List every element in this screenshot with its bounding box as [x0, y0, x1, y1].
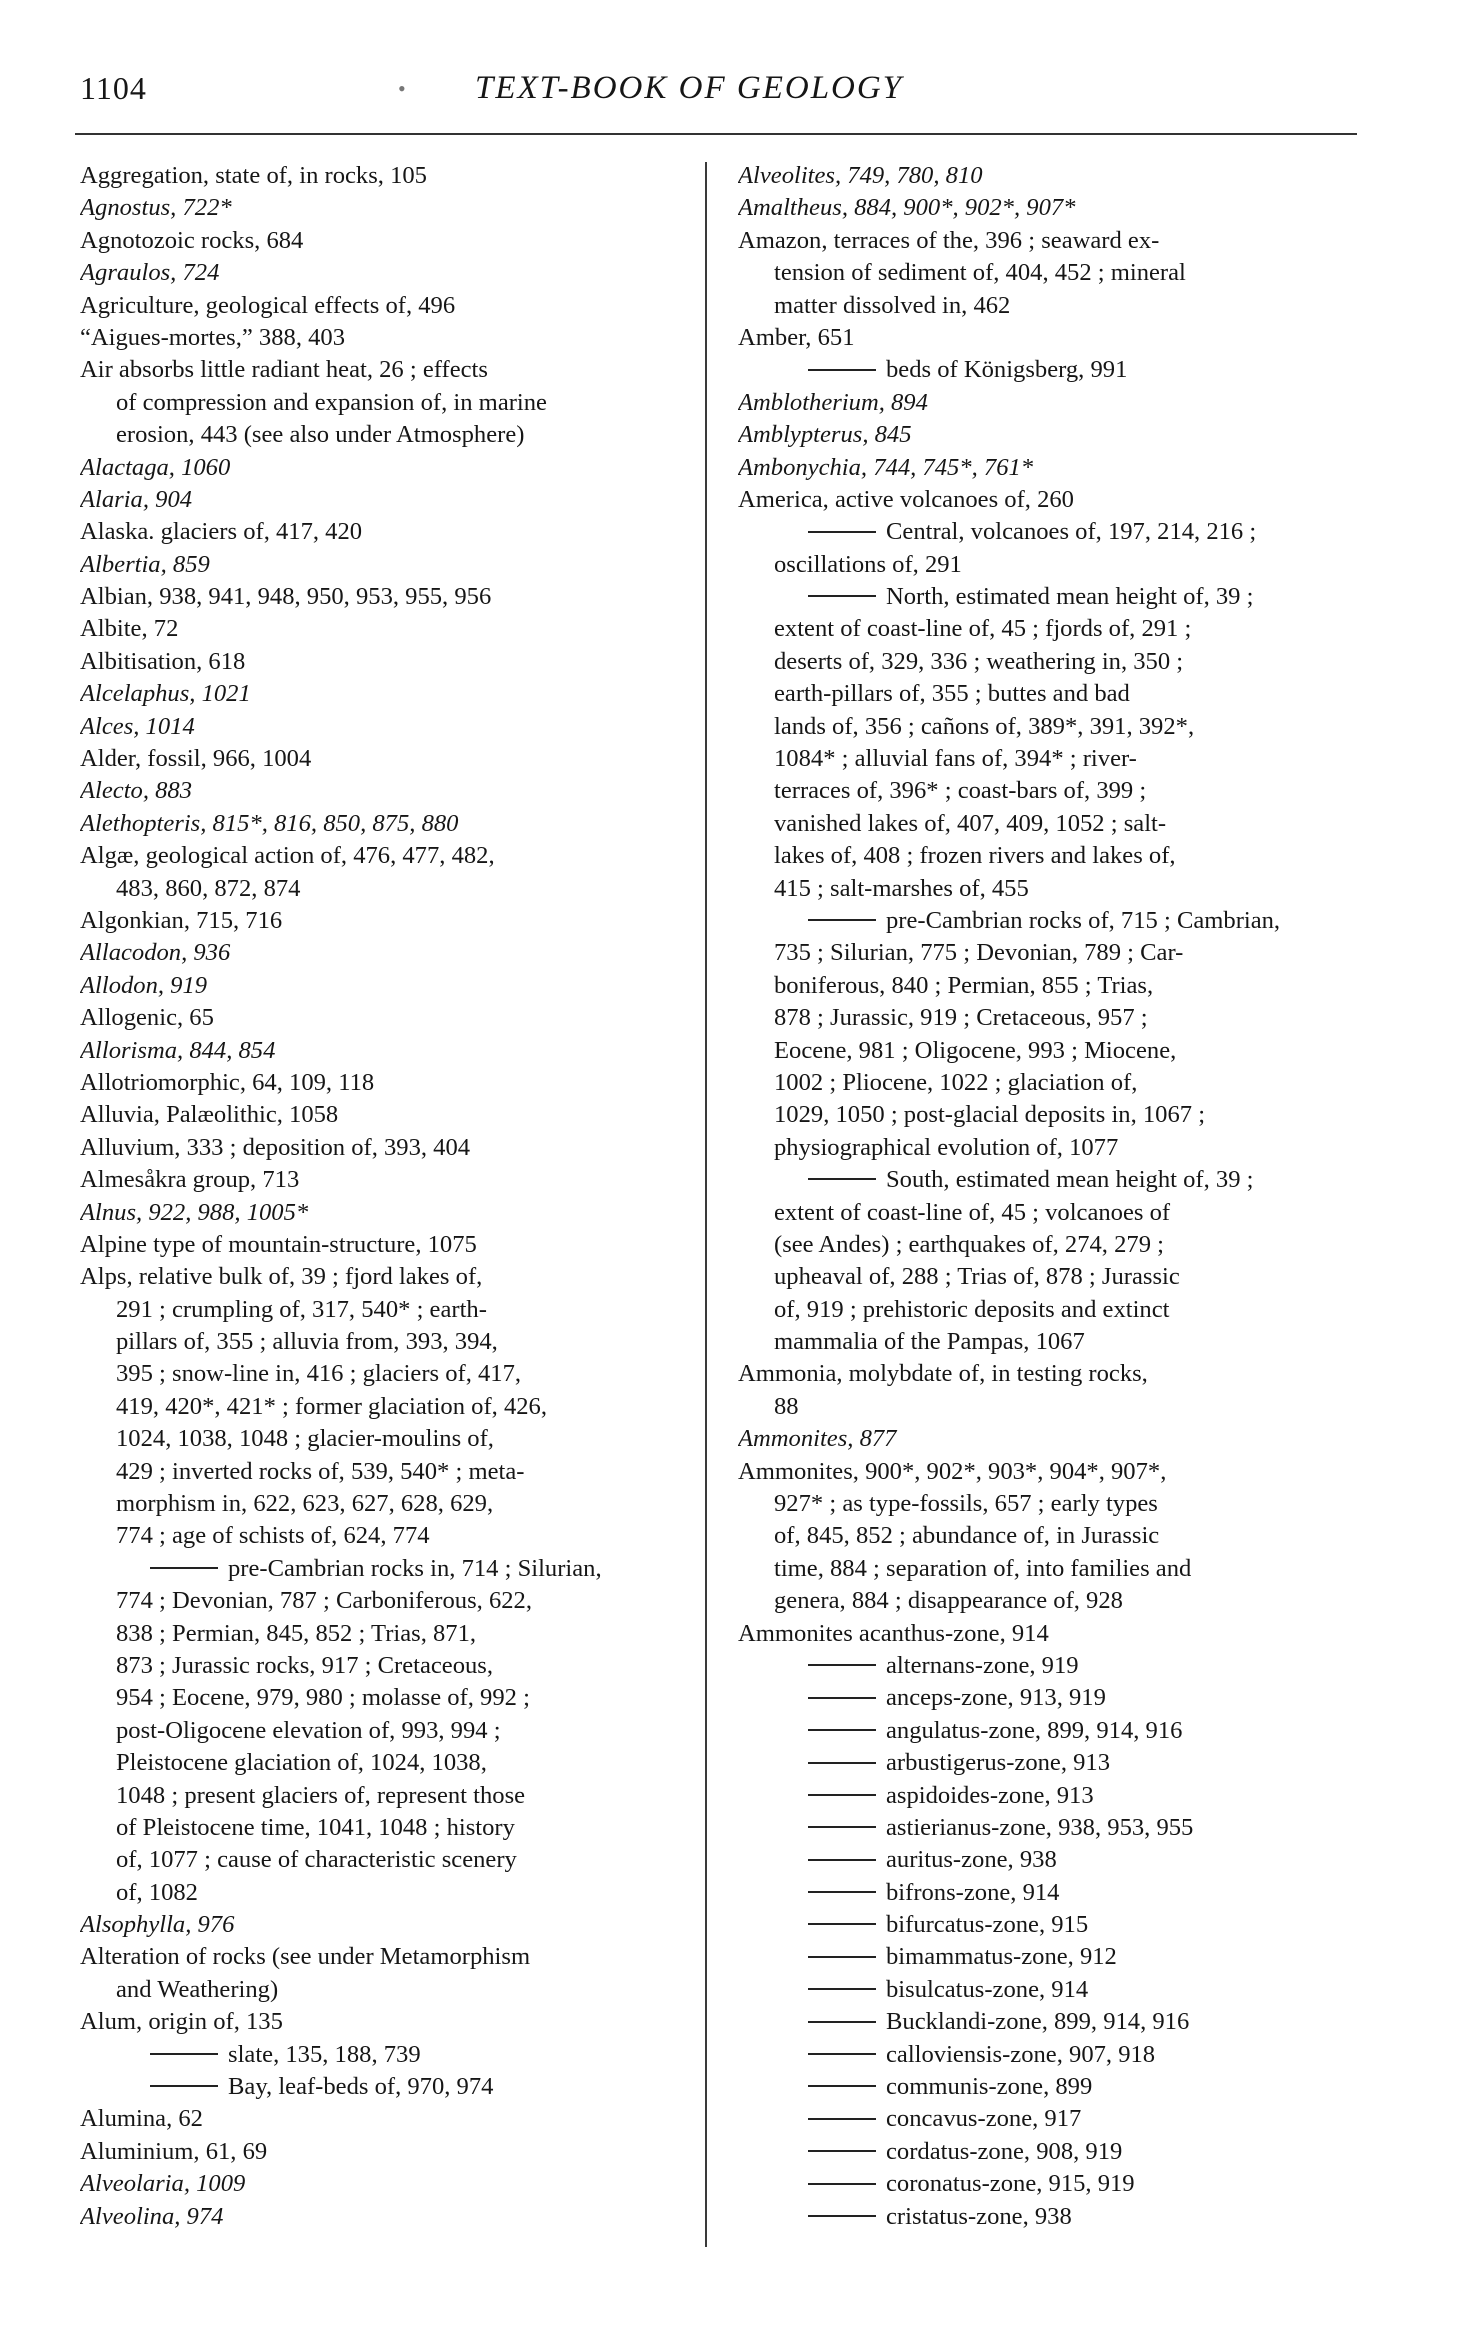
index-entry-line: Ammonia, molybdate of, in testing rocks,	[738, 1360, 1148, 1388]
index-entry-line: Alluvium, 333 ; deposition of, 393, 404	[80, 1133, 471, 1161]
index-entry-line: boniferous, 840 ; Permian, 855 ; Trias,	[774, 971, 1154, 999]
index-entry-text: pre-Cambrian rocks of, 715 ; Cambrian,	[886, 906, 1281, 934]
index-entry-line	[80, 2039, 712, 2071]
index-entry-line: “Aigues-mortes,” 388, 403	[80, 323, 346, 351]
index-entry-line: 88	[774, 1392, 799, 1420]
index-entry-line: oscillations of, 291	[774, 550, 962, 578]
index-entry-text: North, estimated mean height of, 39 ;	[886, 583, 1254, 611]
index-entry-line: of, 1077 ; cause of characteristic scenery	[116, 1846, 517, 1874]
index-entry-line: terraces of, 396* ; coast-bars of, 399 ;	[774, 777, 1147, 805]
index-entry-line	[738, 1650, 1370, 1682]
index-entry-line: Alaska. glaciers of, 417, 420	[80, 518, 363, 546]
index-entry-line: 927* ; as type-fossils, 657 ; early types	[774, 1490, 1158, 1518]
index-entry-text: arbustigerus-zone, 913	[886, 1749, 1111, 1777]
index-entry-text: bifurcatus-zone, 915	[886, 1911, 1089, 1939]
index-entry-line: genera, 884 ; disappearance of, 928	[774, 1587, 1123, 1615]
index-entry-text: anceps-zone, 913, 919	[886, 1684, 1106, 1712]
ditto-dash	[808, 1956, 876, 1958]
index-entry-text: coronatus-zone, 915, 919	[886, 2170, 1135, 2198]
index-entry-line	[738, 516, 1370, 548]
ditto-dash	[808, 1859, 876, 1861]
index-entry-line	[738, 2168, 1370, 2200]
ditto-dash	[808, 1891, 876, 1893]
index-entry-line: Alsophylla, 976	[80, 1911, 235, 1939]
index-entry-line: Alder, fossil, 966, 1004	[80, 745, 312, 773]
index-entry-line: Alaria, 904	[80, 485, 193, 513]
index-entry-line: Aluminium, 61, 69	[80, 2137, 268, 2165]
index-entry-line: 1029, 1050 ; post-glacial deposits in, 1067 ;	[774, 1101, 1206, 1129]
index-entry-line	[738, 2039, 1370, 2071]
running-title: TEXT-BOOK OF GEOLOGY	[475, 70, 904, 106]
index-entry-line: extent of coast-line of, 45 ; volcanoes of	[774, 1198, 1171, 1226]
index-entry-line: Amblotherium, 894	[738, 388, 928, 416]
index-entry-line	[738, 1780, 1370, 1812]
index-entry-line: Albertia, 859	[80, 550, 210, 578]
index-entry-line: Alethopteris, 815*, 816, 850, 875, 880	[80, 809, 459, 837]
index-entry-line: mammalia of the Pampas, 1067	[774, 1328, 1085, 1356]
index-entry-line	[738, 905, 1370, 937]
index-entry-line: Agnostus, 722*	[80, 194, 232, 222]
left-index-column	[80, 160, 712, 2233]
ditto-dash	[808, 1762, 876, 1764]
index-entry-line	[738, 1715, 1370, 1747]
index-entry-line	[738, 581, 1370, 613]
index-entry-line: pillars of, 355 ; alluvia from, 393, 394,	[116, 1328, 498, 1356]
ditto-dash	[808, 2085, 876, 2087]
index-entry-line	[738, 1812, 1370, 1844]
index-entry-line: erosion, 443 (see also under Atmosphere)	[116, 421, 525, 449]
index-entry-line: Amblypterus, 845	[738, 421, 912, 449]
index-entry-line	[738, 1747, 1370, 1779]
index-entry-line: 483, 860, 872, 874	[116, 874, 301, 902]
index-entry-line: of, 845, 852 ; abundance of, in Jurassic	[774, 1522, 1160, 1550]
index-entry-text: cordatus-zone, 908, 919	[886, 2137, 1123, 2165]
index-entry-line: post-Oligocene elevation of, 993, 994 ;	[116, 1716, 501, 1744]
index-entry-text: pre-Cambrian rocks in, 714 ; Silurian,	[228, 1554, 602, 1582]
ditto-dash	[808, 531, 876, 533]
index-entry-line: Alpine type of mountain-structure, 1075	[80, 1230, 477, 1258]
index-entry-line	[738, 1941, 1370, 1973]
index-entry-line	[738, 2103, 1370, 2135]
index-entry-line: Ammonites, 877	[738, 1425, 897, 1453]
index-entry-line: Alnus, 922, 988, 1005*	[80, 1198, 309, 1226]
index-entry-line	[738, 1974, 1370, 2006]
index-entry-text: bisulcatus-zone, 914	[886, 1975, 1089, 2003]
index-entry-text: calloviensis-zone, 907, 918	[886, 2040, 1156, 2068]
index-entry-line: 735 ; Silurian, 775 ; Devonian, 789 ; Car-	[774, 939, 1184, 967]
index-entry-line: Allotriomorphic, 64, 109, 118	[80, 1068, 375, 1096]
index-entry-text: astierianus-zone, 938, 953, 955	[886, 1813, 1194, 1841]
ditto-dash	[808, 2183, 876, 2185]
index-entry-line: Aggregation, state of, in rocks, 105	[80, 162, 427, 189]
ditto-dash	[808, 1697, 876, 1699]
index-entry-line	[738, 1909, 1370, 1941]
index-entry-line: 429 ; inverted rocks of, 539, 540* ; meta-	[116, 1457, 525, 1485]
index-entry-line: Albian, 938, 941, 948, 950, 953, 955, 956	[80, 583, 492, 611]
ditto-dash	[150, 2053, 218, 2055]
index-entry-text: Bay, leaf-beds of, 970, 974	[228, 2073, 494, 2101]
index-entry-line: 395 ; snow-line in, 416 ; glaciers of, 417,	[116, 1360, 522, 1388]
index-entry-line: Air absorbs little radiant heat, 26 ; effects	[80, 356, 488, 384]
index-entry-line: Allodon, 919	[80, 971, 208, 999]
ditto-dash	[808, 1178, 876, 1180]
header-rule	[75, 133, 1357, 135]
index-entry-line: Ammonites, 900*, 902*, 903*, 904*, 907*,	[738, 1457, 1167, 1485]
ditto-dash	[808, 1794, 876, 1796]
index-entry-line: Amaltheus, 884, 900*, 902*, 907*	[738, 194, 1076, 222]
index-entry-line: Alps, relative bulk of, 39 ; fjord lakes of,	[80, 1263, 483, 1291]
index-entry-line: Allacodon, 936	[80, 939, 231, 967]
index-entry-line: 1048 ; present glaciers of, represent those	[116, 1781, 526, 1809]
ditto-dash	[808, 2118, 876, 2120]
index-entry-line: 1024, 1038, 1048 ; glacier-moulins of,	[116, 1425, 494, 1453]
index-entry-line: Alum, origin of, 135	[80, 2008, 283, 2036]
index-entry-line: Allorisma, 844, 854	[80, 1036, 276, 1064]
index-entry-line: Amber, 651	[738, 323, 855, 351]
ditto-dash	[808, 1923, 876, 1925]
right-index-column	[738, 160, 1370, 2233]
index-entry-line: 838 ; Permian, 845, 852 ; Trias, 871,	[116, 1619, 477, 1647]
index-entry-line: 878 ; Jurassic, 919 ; Cretaceous, 957 ;	[774, 1004, 1148, 1032]
index-entry-text: Central, volcanoes of, 197, 214, 216 ;	[886, 518, 1257, 546]
index-entry-line: deserts of, 329, 336 ; weathering in, 350 ;	[774, 647, 1184, 675]
index-entry-line	[738, 2201, 1370, 2233]
ditto-dash	[150, 2085, 218, 2087]
index-entry-line: extent of coast-line of, 45 ; fjords of, 291 ;	[774, 615, 1192, 643]
index-entry-line	[80, 2071, 712, 2103]
ditto-dash	[808, 369, 876, 371]
index-entry-line: tension of sediment of, 404, 452 ; mineral	[774, 259, 1186, 287]
ditto-dash	[808, 919, 876, 921]
index-entry-text: angulatus-zone, 899, 914, 916	[886, 1716, 1183, 1744]
header-ornament: •	[398, 76, 406, 101]
index-entry-line: 1002 ; Pliocene, 1022 ; glaciation of,	[774, 1068, 1138, 1096]
index-entry-line: Agnotozoic rocks, 684	[80, 226, 304, 254]
index-entry-text: bifrons-zone, 914	[886, 1878, 1060, 1906]
index-entry-line: and Weathering)	[116, 1975, 279, 2003]
index-entry-line	[738, 2006, 1370, 2038]
ditto-dash	[808, 595, 876, 597]
index-entry-line: Eocene, 981 ; Oligocene, 993 ; Miocene,	[774, 1036, 1177, 1064]
index-entry-line: 954 ; Eocene, 979, 980 ; molasse of, 992 ;	[116, 1684, 530, 1712]
index-entry-line: 774 ; age of schists of, 624, 774	[116, 1522, 430, 1550]
index-entry-line: Agraulos, 724	[80, 259, 220, 287]
index-entry-text: aspidoides-zone, 913	[886, 1781, 1094, 1809]
index-entry-line	[738, 354, 1370, 386]
index-entry-line: earth-pillars of, 355 ; buttes and bad	[774, 680, 1130, 708]
index-entry-line: Almesåkra group, 713	[80, 1166, 300, 1194]
index-entry-text: bimammatus-zone, 912	[886, 1943, 1117, 1971]
index-entry-line: Alveolites, 749, 780, 810	[738, 162, 983, 189]
index-entry-line: 873 ; Jurassic rocks, 917 ; Cretaceous,	[116, 1651, 494, 1679]
index-entry-line: lakes of, 408 ; frozen rivers and lakes of,	[774, 842, 1176, 870]
index-entry-text: slate, 135, 188, 739	[228, 2040, 421, 2068]
index-entry-line: Alecto, 883	[80, 777, 193, 805]
index-entry-line	[738, 1844, 1370, 1876]
index-entry-line: Alveolina, 974	[80, 2202, 224, 2230]
index-entry-line: Albite, 72	[80, 615, 179, 643]
index-entry-line: of compression and expansion of, in marine	[116, 388, 547, 416]
index-entry-line: of, 919 ; prehistoric deposits and extinct	[774, 1295, 1170, 1323]
ditto-dash	[808, 1988, 876, 1990]
index-entry-line	[738, 2071, 1370, 2103]
index-entry-line: Alactaga, 1060	[80, 453, 231, 481]
index-entry-line	[738, 2136, 1370, 2168]
index-entry-text: South, estimated mean height of, 39 ;	[886, 1166, 1254, 1194]
ditto-dash	[808, 2053, 876, 2055]
index-entry-line: physiographical evolution of, 1077	[774, 1133, 1119, 1161]
index-entry-text: auritus-zone, 938	[886, 1846, 1057, 1874]
index-entry-line: Algonkian, 715, 716	[80, 906, 283, 934]
index-entry-line: Alumina, 62	[80, 2105, 203, 2133]
index-entry-line: 415 ; salt-marshes of, 455	[774, 874, 1029, 902]
index-entry-text: beds of Königsberg, 991	[886, 356, 1128, 384]
index-entry-line: morphism in, 622, 623, 627, 628, 629,	[116, 1490, 494, 1518]
ditto-dash	[150, 1567, 218, 1569]
index-entry-line: Agriculture, geological effects of, 496	[80, 291, 456, 319]
index-entry-line: America, active volcanoes of, 260	[738, 485, 1074, 513]
index-entry-text: concavus-zone, 917	[886, 2105, 1082, 2133]
index-entry-line	[738, 1164, 1370, 1196]
index-entry-line: upheaval of, 288 ; Trias of, 878 ; Jurassic	[774, 1263, 1180, 1291]
index-entry-line: 774 ; Devonian, 787 ; Carboniferous, 622,	[116, 1587, 532, 1615]
index-entry-line: Alcelaphus, 1021	[80, 680, 251, 708]
page-header	[80, 70, 1350, 120]
index-entry-line: Albitisation, 618	[80, 647, 246, 675]
ditto-dash	[808, 1664, 876, 1666]
ditto-dash	[808, 1826, 876, 1828]
index-entry-line	[80, 1553, 712, 1585]
index-entry-line: Alces, 1014	[80, 712, 195, 740]
index-entry-line: lands of, 356 ; cañons of, 389*, 391, 392*,	[774, 712, 1195, 740]
index-entry-line: Amazon, terraces of the, 396 ; seaward ex-	[738, 226, 1160, 254]
ditto-dash	[808, 1729, 876, 1731]
index-entry-line: Pleistocene glaciation of, 1024, 1038,	[116, 1749, 487, 1777]
index-entry-line	[738, 1877, 1370, 1909]
ditto-dash	[808, 2215, 876, 2217]
index-entry-line: Alteration of rocks (see under Metamorphism	[80, 1943, 531, 1971]
index-entry-line: Algæ, geological action of, 476, 477, 482,	[80, 842, 495, 870]
column-divider	[705, 162, 707, 2247]
index-entry-text: cristatus-zone, 938	[886, 2202, 1072, 2230]
index-entry-text: Bucklandi-zone, 899, 914, 916	[886, 2008, 1190, 2036]
index-entry-line: Alveolaria, 1009	[80, 2170, 246, 2198]
ditto-dash	[808, 2150, 876, 2152]
index-entry-line: 419, 420*, 421* ; former glaciation of, 426,	[116, 1392, 547, 1420]
index-entry-line: Ambonychia, 744, 745*, 761*	[738, 453, 1034, 481]
index-entry-line: 1084* ; alluvial fans of, 394* ; river-	[774, 745, 1137, 773]
index-entry-line: of, 1082	[116, 1878, 198, 1906]
index-entry-line	[738, 1682, 1370, 1714]
index-entry-line: of Pleistocene time, 1041, 1048 ; history	[116, 1813, 515, 1841]
index-entry-line: 291 ; crumpling of, 317, 540* ; earth-	[116, 1295, 487, 1323]
page-number: 1104	[80, 70, 147, 106]
index-entry-text: alternans-zone, 919	[886, 1651, 1079, 1679]
index-entry-line: matter dissolved in, 462	[774, 291, 1011, 319]
index-entry-line: time, 884 ; separation of, into families and	[774, 1554, 1192, 1582]
index-entry-line: (see Andes) ; earthquakes of, 274, 279 ;	[774, 1230, 1164, 1258]
index-entry-line: Alluvia, Palæolithic, 1058	[80, 1101, 339, 1129]
index-entry-text: communis-zone, 899	[886, 2073, 1093, 2101]
index-entry-line: Ammonites acanthus-zone, 914	[738, 1619, 1049, 1647]
ditto-dash	[808, 2021, 876, 2023]
index-entry-line: vanished lakes of, 407, 409, 1052 ; salt-	[774, 809, 1167, 837]
index-entry-line: Allogenic, 65	[80, 1004, 214, 1032]
